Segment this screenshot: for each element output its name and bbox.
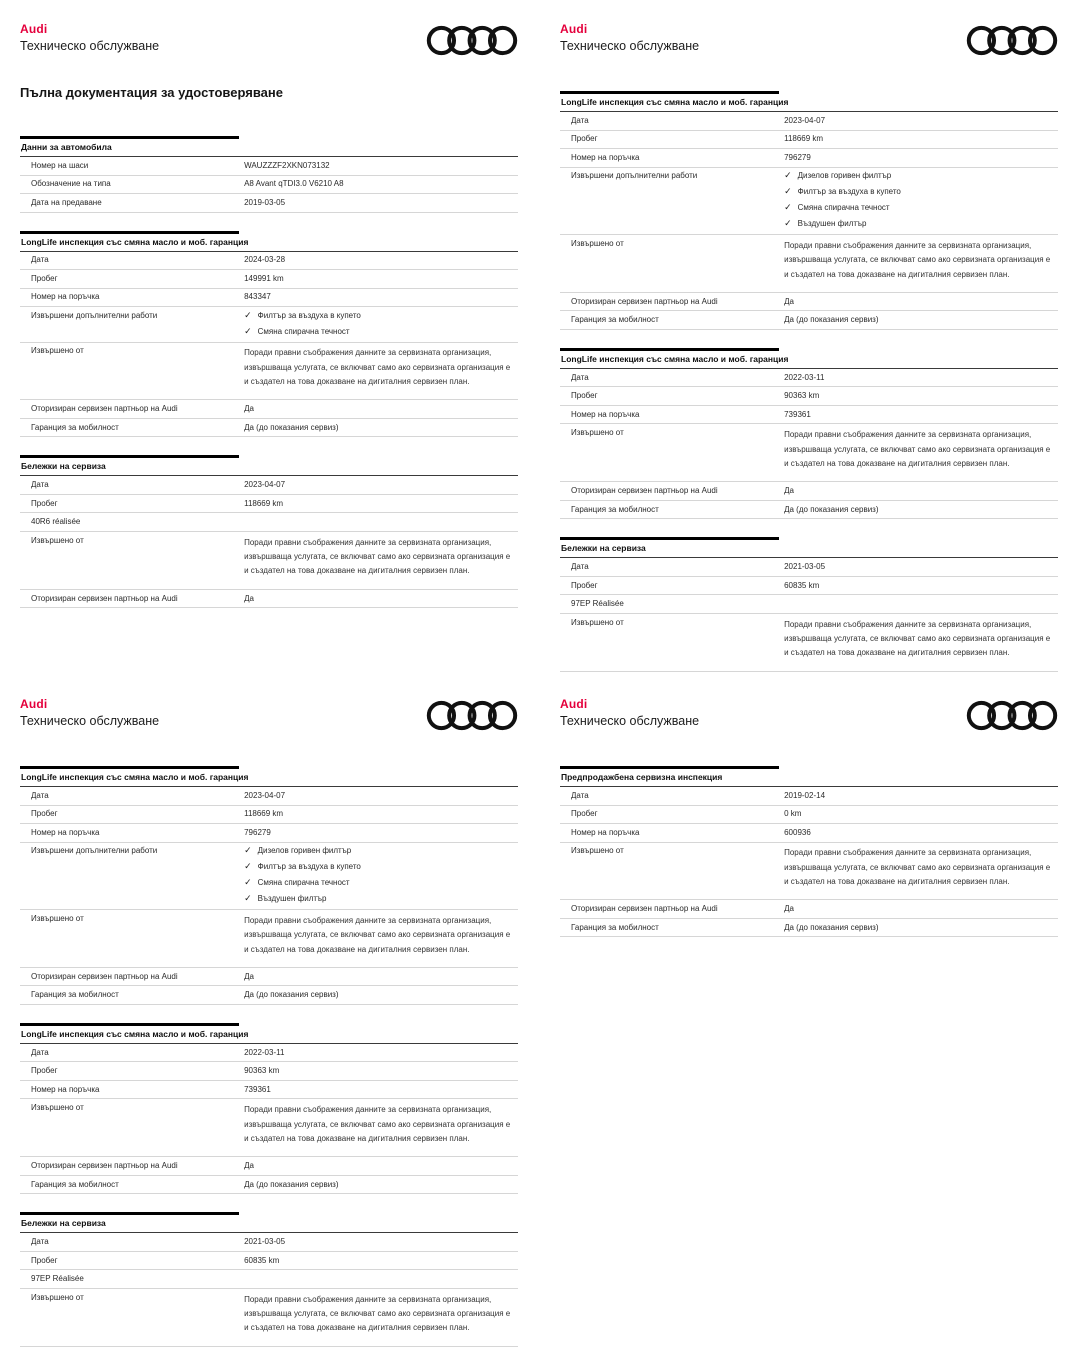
- section: [560, 348, 1058, 519]
- row-label: Извършено от: [571, 238, 624, 248]
- table-row: [560, 112, 1058, 131]
- legal-note: Поради правни съображения данните за сервизната организация, извършваща услугата, се включват само ако сервизната организация е и създател на това доказване на дигиталния сервизен план.: [244, 537, 511, 576]
- document-title: Пълна документация за удостоверяване: [20, 85, 283, 100]
- sections-container: [20, 766, 518, 1347]
- table-row: [560, 577, 1058, 596]
- audi-wordmark: Audi: [20, 697, 48, 711]
- section: [560, 91, 1058, 330]
- table-row: [20, 176, 518, 195]
- row-label: Гаранция за мобилност: [31, 1179, 119, 1189]
- legal-note: Поради правни съображения данните за сервизната организация, извършваща услугата, се включват само ако сервизната организация е и създател на това доказване на дигиталния сервизен план.: [784, 430, 1051, 468]
- legal-note: Поради правни съображения данните за сервизната организация, извършваща услугата, се включват само ако сервизната организация е и създател на това доказване на дигиталния сервизен план.: [784, 848, 1051, 887]
- table-row: [560, 168, 1058, 236]
- table-row: [560, 369, 1058, 388]
- checklist-item-label: Въздушен филтър: [797, 219, 867, 229]
- checklist-item: [244, 846, 518, 856]
- legal-note: Поради правни съображения данните за сервизната организация, извършваща услугата, се включват само ако сервизната организация е и създател на това доказване на дигиталния сервизен план.: [244, 348, 511, 387]
- section-title: LongLife инспекция със смяна масло и моб. гаранция: [20, 769, 518, 787]
- section-title: LongLife инспекция със смяна масло и моб. гаранция: [560, 94, 1058, 112]
- checklist-item: [244, 862, 518, 872]
- table-row: [20, 1252, 518, 1271]
- row-value: 2023-04-07: [244, 790, 286, 800]
- check-icon: ✓: [784, 187, 792, 198]
- row-label: Извършени допълнителни работи: [31, 310, 158, 320]
- table-row: [20, 513, 518, 532]
- row-label: Дата: [31, 480, 49, 490]
- row-value: 739361: [244, 1084, 271, 1094]
- row-value: Да: [244, 404, 254, 414]
- check-icon: ✓: [244, 310, 252, 321]
- table-row: [20, 495, 518, 514]
- row-value: 60835 km: [244, 1255, 280, 1265]
- check-icon: ✓: [784, 171, 792, 182]
- audi-wordmark: Audi: [560, 697, 588, 711]
- row-value: Да (до показания сервиз): [784, 504, 879, 514]
- table-row: [20, 1270, 518, 1289]
- section: [20, 766, 518, 1005]
- checklist-item: [244, 311, 518, 321]
- section: [20, 136, 518, 213]
- table-row: [20, 400, 518, 419]
- checklist-item-label: Дизелов горивен филтър: [257, 846, 352, 856]
- row-value: 739361: [784, 409, 811, 419]
- row-label: Пробег: [571, 580, 598, 590]
- row-label: Номер на поръчка: [31, 1084, 100, 1094]
- row-label: 97EP Réalisée: [571, 599, 624, 609]
- table-row: [560, 824, 1058, 843]
- checklist-item-label: Смяна спирачна течност: [257, 878, 350, 888]
- row-value: A8 Avant qTDI3.0 V6210 A8: [244, 179, 344, 189]
- row-label: Оторизиран сервизен партньор на Audi: [31, 593, 178, 603]
- row-value: Да (до показания сервиз): [244, 990, 339, 1000]
- legal-note: Поради правни съображения данните за сервизната организация, извършваща услугата, се включват само ако сервизната организация е и създател на това доказване на дигиталния сервизен план.: [244, 915, 511, 954]
- table-row: [20, 194, 518, 213]
- row-label: Дата на предаване: [31, 197, 102, 207]
- page-header: [20, 697, 518, 732]
- section-title: Данни за автомобила: [20, 139, 518, 157]
- checklist-item-label: Смяна спирачна течност: [257, 326, 350, 336]
- row-value: 2023-04-07: [244, 480, 286, 490]
- section-title: Бележки на сервиза: [20, 1215, 518, 1233]
- audi-rings-logo-icon: [426, 24, 518, 57]
- row-label: Оторизиран сервизен партньор на Audi: [571, 296, 718, 306]
- section-title: Бележки на сервиза: [20, 458, 518, 476]
- section: [560, 537, 1058, 671]
- table-row: [560, 614, 1058, 672]
- table-row: [20, 476, 518, 495]
- table-row: [20, 806, 518, 825]
- row-label: Дата: [571, 790, 589, 800]
- row-label: Гаранция за мобилност: [31, 422, 119, 432]
- check-icon: ✓: [244, 878, 252, 889]
- row-value: Да: [784, 296, 794, 306]
- row-value: [784, 171, 1058, 230]
- audi-wordmark: Audi: [20, 22, 48, 36]
- row-label: Оторизиран сервизен партньор на Audi: [31, 971, 178, 981]
- row-value: Да: [784, 904, 794, 914]
- table-row: [560, 387, 1058, 406]
- section-title: LongLife инспекция със смяна масло и моб. гаранция: [20, 1026, 518, 1044]
- page-title: Техническо обслужване: [560, 714, 700, 728]
- section-title: LongLife инспекция със смяна масло и моб. гаранция: [560, 351, 1058, 369]
- row-value: 2022-03-11: [244, 1047, 285, 1057]
- legal-note: Поради правни съображения данните за сервизната организация, извършваща услугата, се включват само ако сервизната организация е и създател на това доказване на дигиталния сервизен план.: [244, 1294, 511, 1333]
- row-value: Да: [244, 971, 254, 981]
- row-label: Номер на поръчка: [31, 292, 100, 302]
- table-row: [20, 1081, 518, 1100]
- table-row: [560, 149, 1058, 168]
- checklist-item-label: Дизелов горивен филтър: [797, 171, 892, 181]
- table-row: [20, 532, 518, 590]
- row-label: Гаранция за мобилност: [571, 315, 659, 325]
- legal-note: Поради правни съображения данните за сервизната организация, извършваща услугата, се включват само ако сервизната организация е и създател на това доказване на дигиталния сервизен план.: [244, 1105, 511, 1143]
- legal-note: Поради правни съображения данните за сервизната организация, извършваща услугата, се включват само ако сервизната организация е и създател на това доказване на дигиталния сервизен план.: [784, 619, 1051, 658]
- row-value: Да (до показания сервиз): [784, 315, 879, 325]
- row-label: Пробег: [571, 391, 598, 401]
- row-label: Гаранция за мобилност: [571, 504, 659, 514]
- checklist-item: [784, 203, 1058, 213]
- row-value: 2024-03-28: [244, 255, 286, 265]
- legal-note: Поради правни съображения данните за сервизната организация, извършваща услугата, се включват само ако сервизната организация е и създател на това доказване на дигиталния сервизен план.: [784, 240, 1051, 279]
- row-label: Дата: [571, 115, 589, 125]
- row-label: Гаранция за мобилност: [571, 922, 659, 932]
- section: [20, 455, 518, 608]
- page-title: Техническо обслужване: [20, 39, 160, 53]
- check-icon: ✓: [784, 203, 792, 214]
- row-value: 90363 km: [244, 1066, 280, 1076]
- row-label: Пробег: [31, 498, 58, 508]
- checklist-item-label: Филтър за въздуха в купето: [257, 310, 361, 320]
- row-label: Номер на поръчка: [31, 827, 100, 837]
- checklist-item: [784, 219, 1058, 229]
- row-label: Извършени допълнителни работи: [31, 846, 158, 856]
- brand-block: [20, 697, 159, 728]
- row-label: Пробег: [571, 134, 598, 144]
- row-label: Пробег: [31, 273, 58, 283]
- table-row: [20, 157, 518, 176]
- row-value: 60835 km: [784, 580, 820, 590]
- row-label: Пробег: [31, 1255, 58, 1265]
- row-value: 2022-03-11: [784, 372, 825, 382]
- section: [20, 1212, 518, 1346]
- row-value: 118669 km: [244, 809, 284, 819]
- table-row: [560, 482, 1058, 501]
- checklist-item-label: Филтър за въздуха в купето: [797, 187, 901, 197]
- check-icon: ✓: [784, 219, 792, 230]
- checklist-item: [784, 171, 1058, 181]
- table-row: [20, 1233, 518, 1252]
- table-row: [20, 910, 518, 968]
- check-icon: ✓: [244, 862, 252, 873]
- row-label: Номер на поръчка: [571, 409, 640, 419]
- row-label: Извършени допълнителни работи: [571, 171, 698, 181]
- row-value: 2021-03-05: [244, 1237, 286, 1247]
- row-value: Да: [244, 1161, 254, 1171]
- row-label: Обозначение на типа: [31, 179, 111, 189]
- table-row: [20, 343, 518, 401]
- table-row: [560, 406, 1058, 425]
- checklist-item-label: Въздушен филтър: [257, 894, 327, 904]
- table-row: [560, 843, 1058, 901]
- row-label: 40R6 réalisée: [31, 517, 81, 527]
- table-row: [20, 968, 518, 987]
- section: [20, 1023, 518, 1194]
- brand-block: [20, 22, 159, 53]
- row-label: Пробег: [571, 809, 598, 819]
- service-doc-page-4: [540, 675, 1080, 1350]
- page-title: Техническо обслужване: [560, 39, 700, 53]
- row-value: 796279: [244, 827, 271, 837]
- table-row: [560, 558, 1058, 577]
- row-value: 2023-04-07: [784, 115, 826, 125]
- table-row: [20, 270, 518, 289]
- audi-wordmark: Audi: [560, 22, 588, 36]
- row-label: Дата: [571, 372, 589, 382]
- sections-container: [560, 766, 1058, 937]
- row-value: Да (до показания сервиз): [784, 922, 879, 932]
- row-label: Пробег: [31, 1066, 58, 1076]
- page-header: [20, 22, 518, 57]
- checklist-item: [244, 878, 518, 888]
- page-title: Техническо обслужване: [20, 714, 160, 728]
- table-row: [20, 1157, 518, 1176]
- row-label: Дата: [31, 1047, 49, 1057]
- check-icon: ✓: [244, 846, 252, 857]
- service-doc-page-3: [0, 675, 540, 1350]
- row-value: 118669 km: [784, 134, 824, 144]
- table-row: [560, 235, 1058, 293]
- table-row: [560, 311, 1058, 330]
- checklist-item-label: Филтър за въздуха в купето: [257, 862, 361, 872]
- row-label: Дата: [31, 1237, 49, 1247]
- row-label: Номер на шаси: [31, 160, 89, 170]
- row-label: Дата: [31, 255, 49, 265]
- row-label: Извършено от: [571, 428, 624, 438]
- row-label: Извършено от: [571, 846, 624, 856]
- table-row: [20, 289, 518, 308]
- row-value: 600936: [784, 827, 811, 837]
- section-title: Предпродажбена сервизна инспекция: [560, 769, 1058, 787]
- row-label: Пробег: [31, 809, 58, 819]
- row-value: Да (до показания сервиз): [244, 1179, 339, 1189]
- table-row: [560, 131, 1058, 150]
- row-value: 2019-02-14: [784, 790, 826, 800]
- table-row: [560, 501, 1058, 520]
- table-row: [20, 590, 518, 609]
- row-value: Да: [244, 593, 254, 603]
- table-row: [20, 1044, 518, 1063]
- row-value: [244, 311, 518, 338]
- table-row: [20, 252, 518, 271]
- row-value: 796279: [784, 152, 811, 162]
- check-icon: ✓: [244, 894, 252, 905]
- table-row: [560, 293, 1058, 312]
- row-value: 0 km: [784, 809, 802, 819]
- table-row: [20, 1062, 518, 1081]
- page-header: [560, 697, 1058, 732]
- checklist-item: [244, 894, 518, 904]
- sections-container: [20, 136, 518, 608]
- page-header: [560, 22, 1058, 57]
- check-icon: ✓: [244, 326, 252, 337]
- row-value: WAUZZZF2XKN073132: [244, 160, 330, 170]
- row-label: Оторизиран сервизен партньор на Audi: [571, 486, 718, 496]
- service-doc-page-2: [540, 0, 1080, 675]
- checklist-item: [784, 187, 1058, 197]
- table-row: [20, 1289, 518, 1347]
- table-row: [20, 1099, 518, 1157]
- row-label: Извършено от: [31, 913, 84, 923]
- table-row: [560, 919, 1058, 938]
- audi-rings-logo-icon: [966, 699, 1058, 732]
- brand-block: [560, 22, 699, 53]
- row-label: Гаранция за мобилност: [31, 990, 119, 1000]
- table-row: [20, 307, 518, 343]
- row-label: Номер на поръчка: [571, 827, 640, 837]
- table-row: [20, 986, 518, 1005]
- row-value: 118669 km: [244, 498, 284, 508]
- row-label: Оторизиран сервизен партньор на Audi: [31, 1161, 178, 1171]
- table-row: [560, 806, 1058, 825]
- row-value: 2019-03-05: [244, 197, 286, 207]
- checklist-item: [244, 327, 518, 337]
- row-label: Дата: [571, 562, 589, 572]
- row-label: 97EP Réalisée: [31, 1274, 84, 1284]
- section: [20, 231, 518, 438]
- table-row: [560, 595, 1058, 614]
- row-value: 90363 km: [784, 391, 820, 401]
- row-value: [244, 846, 518, 905]
- table-row: [20, 787, 518, 806]
- row-label: Извършено от: [31, 535, 84, 545]
- row-value: 149991 km: [244, 273, 284, 283]
- row-value: 843347: [244, 292, 271, 302]
- row-label: Извършено от: [31, 1292, 84, 1302]
- row-label: Извършено от: [571, 617, 624, 627]
- row-value: 2021-03-05: [784, 562, 826, 572]
- section-title: Бележки на сервиза: [560, 540, 1058, 558]
- table-row: [560, 787, 1058, 806]
- table-row: [20, 824, 518, 843]
- brand-block: [560, 697, 699, 728]
- table-row: [20, 419, 518, 438]
- table-row: [560, 424, 1058, 482]
- audi-rings-logo-icon: [966, 24, 1058, 57]
- row-label: Дата: [31, 790, 49, 800]
- table-row: [560, 900, 1058, 919]
- table-row: [20, 843, 518, 911]
- table-row: [20, 1176, 518, 1195]
- audi-rings-logo-icon: [426, 699, 518, 732]
- row-label: Извършено от: [31, 1103, 84, 1113]
- row-label: Оторизиран сервизен партньор на Audi: [31, 404, 178, 414]
- row-label: Извършено от: [31, 346, 84, 356]
- checklist-item-label: Смяна спирачна течност: [797, 203, 890, 213]
- section: [560, 766, 1058, 937]
- row-label: Номер на поръчка: [571, 152, 640, 162]
- row-value: Да: [784, 486, 794, 496]
- sections-container: [560, 91, 1058, 672]
- row-value: Да (до показания сервиз): [244, 422, 339, 432]
- section-title: LongLife инспекция със смяна масло и моб. гаранция: [20, 234, 518, 252]
- service-doc-page-1: [0, 0, 540, 675]
- row-label: Оторизиран сервизен партньор на Audi: [571, 904, 718, 914]
